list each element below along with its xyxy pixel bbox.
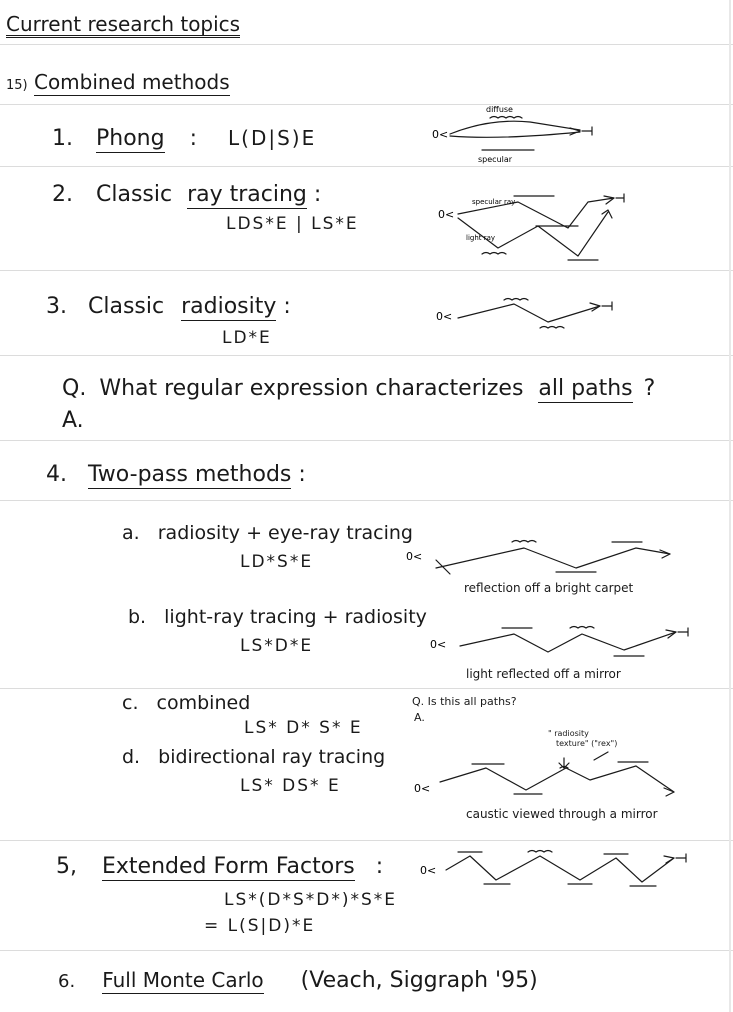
subitem-c: [122, 694, 250, 713]
section-heading: [6, 72, 230, 92]
page-title: Current research topics: [6, 12, 241, 36]
question-label: Q.: [62, 376, 87, 401]
question-mark: ?: [643, 376, 656, 401]
item-prefix: Classic: [88, 294, 165, 319]
regex-expression: LDS*E | LS*E: [226, 214, 359, 234]
side-note-answer: A.: [414, 711, 425, 724]
ray-tracing-path-sketch: [438, 188, 628, 270]
radiosity-path-sketch: [436, 290, 626, 340]
eye-icon: 0<: [436, 310, 453, 323]
ruled-line: [0, 688, 733, 689]
light-ray-label: light ray: [466, 234, 496, 242]
ruled-line: [0, 166, 733, 167]
two-pass-b-sketch: [430, 618, 700, 664]
regex-expression-simplified: = L(S|D)*E: [204, 916, 316, 936]
item-number: 6.: [58, 971, 76, 992]
subitem-d: [122, 748, 385, 767]
light-icon: [582, 127, 592, 135]
item-radiosity: [46, 296, 291, 318]
eye-icon: 0<: [406, 550, 423, 563]
item-name: Full Monte Carlo: [102, 968, 264, 992]
subitem-text: radiosity + eye-ray tracing: [157, 522, 413, 544]
item-separator: :: [298, 462, 306, 487]
subitem-caption: caustic viewed through a mirror: [466, 807, 658, 821]
item-name: Two-pass methods: [88, 462, 292, 487]
item-separator: :: [313, 182, 322, 207]
ruled-line: [0, 500, 733, 501]
item-number: 3.: [46, 294, 67, 319]
regex-expression: LS*D*E: [240, 636, 314, 656]
eye-icon: 0<: [414, 782, 431, 795]
two-pass-a-sketch: [406, 530, 696, 576]
ruled-line: [0, 44, 733, 45]
texture-note-line1: " radiosity: [548, 729, 589, 738]
bidirectional-sketch: [414, 748, 704, 800]
item-number: 2.: [52, 182, 73, 207]
item-separator: :: [283, 294, 291, 319]
item-number: 4.: [46, 462, 67, 487]
item-name: radiosity: [181, 294, 277, 319]
specular-label: specular: [478, 155, 513, 164]
item-name: Phong: [96, 126, 165, 151]
item-number: 1.: [52, 126, 73, 151]
subitem-text: light-ray tracing + radiosity: [164, 606, 427, 628]
regex-expression: LS*(D*S*D*)*S*E: [224, 890, 398, 910]
regex-expression: LD*E: [222, 328, 272, 348]
item-ray-tracing: [52, 184, 321, 206]
question-text: What regular expression characterizes: [99, 376, 524, 401]
citation: (Veach, Siggraph '95): [300, 968, 538, 993]
item-number: 5,: [56, 854, 77, 879]
subitem-label: c.: [122, 692, 139, 714]
eye-icon: 0<: [430, 638, 447, 651]
texture-note-line2: texture" ("rex"): [556, 739, 618, 748]
ruled-line: [0, 950, 733, 951]
extended-form-factors-sketch: [420, 846, 710, 888]
subitem-caption: light reflected off a mirror: [466, 667, 621, 681]
item-full-monte-carlo: [58, 970, 538, 992]
section-number: 15): [6, 78, 28, 93]
subitem-label: b.: [128, 606, 147, 628]
item-phong: [52, 128, 316, 150]
item-name: Extended Form Factors: [102, 854, 355, 879]
ruled-line: [0, 104, 733, 105]
light-icon: [602, 302, 612, 310]
item-extended-form-factors: [56, 856, 383, 878]
regex-expression: L(D|S)E: [228, 126, 317, 150]
subitem-a: [122, 524, 413, 543]
subitem-label: a.: [122, 522, 140, 544]
subitem-caption: reflection off a bright carpet: [464, 581, 634, 595]
item-name: ray tracing: [187, 182, 307, 207]
answer-label: A.: [62, 408, 84, 433]
eye-icon: 0<: [432, 128, 449, 141]
margin-line: [729, 0, 731, 1012]
item-separator: :: [189, 126, 197, 151]
phong-path-sketch: [430, 100, 610, 170]
subitem-label: d.: [122, 746, 141, 768]
eye-icon: 0<: [438, 208, 455, 221]
regex-expression: LS* D* S* E: [244, 718, 363, 738]
diffuse-label: diffuse: [486, 105, 513, 114]
ruled-line: [0, 840, 733, 841]
item-two-pass: [46, 464, 306, 486]
ruled-line: [0, 440, 733, 441]
subitem-b: [128, 608, 427, 627]
light-icon: [616, 194, 624, 202]
ruled-line: [0, 270, 733, 271]
light-icon: [676, 854, 686, 862]
eye-icon: 0<: [420, 864, 437, 877]
question-line: [62, 378, 655, 400]
light-icon: [678, 628, 688, 636]
regex-expression: LS* DS* E: [240, 776, 341, 796]
item-separator: :: [375, 854, 384, 879]
subitem-text: combined: [156, 692, 251, 714]
item-prefix: Classic: [96, 182, 173, 207]
question-emphasis: all paths: [538, 376, 633, 401]
regex-expression: LD*S*E: [240, 552, 314, 572]
side-note-question: Q. Is this all paths?: [412, 695, 517, 708]
ruled-line: [0, 355, 733, 356]
section-title: Combined methods: [33, 70, 230, 94]
specular-ray-label: specular ray: [472, 198, 516, 206]
subitem-text: bidirectional ray tracing: [158, 746, 386, 768]
